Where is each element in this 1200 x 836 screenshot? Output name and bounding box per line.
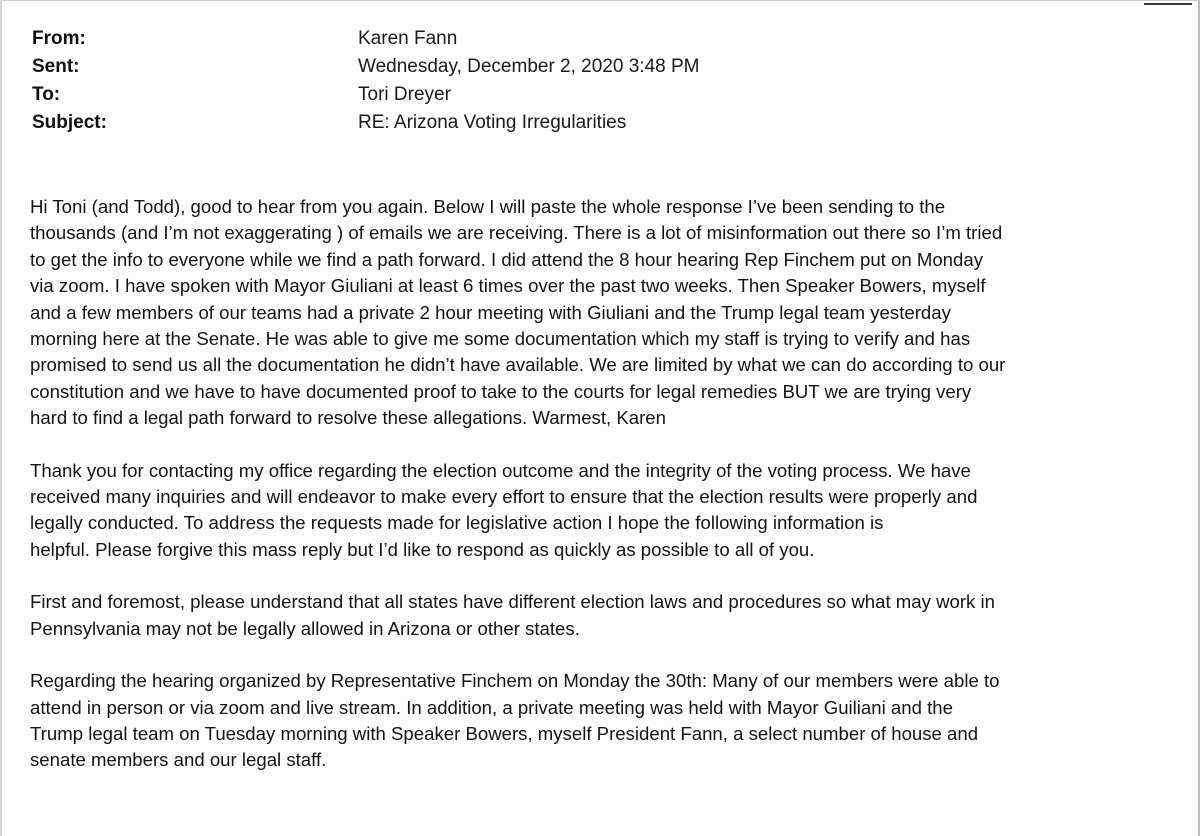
header-row-from	[32, 25, 932, 53]
body-line: and a few members of our teams had a private 2 hour meeting with Giuliani and the Trump legal team yesterday	[30, 301, 951, 323]
body-paragraph	[30, 589, 1190, 642]
body-line: to get the info to everyone while we find a path forward. I did attend the 8 hour hearing Rep Finchem put on Monday	[30, 248, 984, 270]
body-line: Hi Toni (and Todd), good to hear from you again. Below I will paste the whole response I’ve been sending to the	[30, 196, 946, 217]
subject-label: Subject:	[32, 112, 107, 133]
body-line: senate members and our legal staff.	[30, 749, 327, 771]
body-line: Pennsylvania may not be legally allowed in Arizona or other states.	[30, 617, 580, 639]
body-line: hard to find a legal path forward to resolve these allegations. Warmest, Karen	[30, 407, 666, 429]
sent-label: Sent:	[32, 56, 80, 77]
body-line: Regarding the hearing organized by Representative Finchem on Monday the 30th: Many of our members were able to	[30, 670, 1000, 692]
body-line: via zoom. I have spoken with Mayor Giuliani at least 6 times over the past two weeks. Then Speaker Bowers, myself	[30, 275, 986, 297]
from-value: Karen Fann	[358, 28, 458, 49]
header-row-subject	[32, 109, 932, 137]
from-label: From:	[32, 28, 86, 49]
email-body	[30, 194, 1190, 774]
paragraph-gap	[30, 642, 1190, 668]
body-line: constitution and we have to have documented proof to take to the courts for legal remedies BUT we are trying very	[30, 380, 972, 402]
body-paragraph	[30, 194, 1190, 432]
body-line: morning here at the Senate. He was able to give me some documentation which my staff is trying to verify and has	[30, 328, 971, 350]
to-label: To:	[32, 84, 61, 105]
body-line: Trump legal team on Tuesday morning with Speaker Bowers, myself President Fann, a select number of house and	[30, 722, 979, 744]
header-row-to	[32, 81, 932, 109]
scan-artifact-line	[1144, 3, 1192, 5]
body-line: helpful. Please forgive this mass reply but I’d like to respond as quickly as possible to all of you.	[30, 538, 815, 560]
to-value: Tori Dreyer	[358, 84, 451, 105]
body-line: First and foremost, please understand that all states have different election laws and procedures so what may work in	[30, 591, 995, 613]
body-line: legally conducted. To address the requests made for legislative action I hope the following information is	[30, 512, 884, 534]
body-paragraph	[30, 668, 1190, 774]
body-paragraph	[30, 458, 1190, 564]
email-header	[32, 25, 932, 137]
subject-value: RE: Arizona Voting Irregularities	[358, 112, 627, 133]
body-line: attend in person or via zoom and live stream. In addition, a private meeting was held with Mayor Guiliani and the	[30, 696, 953, 718]
body-line: promised to send us all the documentation he didn’t have available. We are limited by what we can do according to our	[30, 354, 1006, 376]
body-line: Thank you for contacting my office regarding the election outcome and the integrity of the voting process. We have	[30, 459, 971, 481]
paragraph-gap	[30, 432, 1190, 458]
paragraph-gap	[30, 563, 1190, 589]
body-line: thousands (and I’m not exaggerating ) of emails we are receiving. There is a lot of misinformation out there so I’m tried	[30, 222, 1003, 244]
header-row-sent	[32, 53, 932, 81]
body-line: received many inquiries and will endeavor to make every effort to ensure that the election results were properly and	[30, 486, 978, 508]
sent-value: Wednesday, December 2, 2020 3:48 PM	[358, 56, 700, 77]
